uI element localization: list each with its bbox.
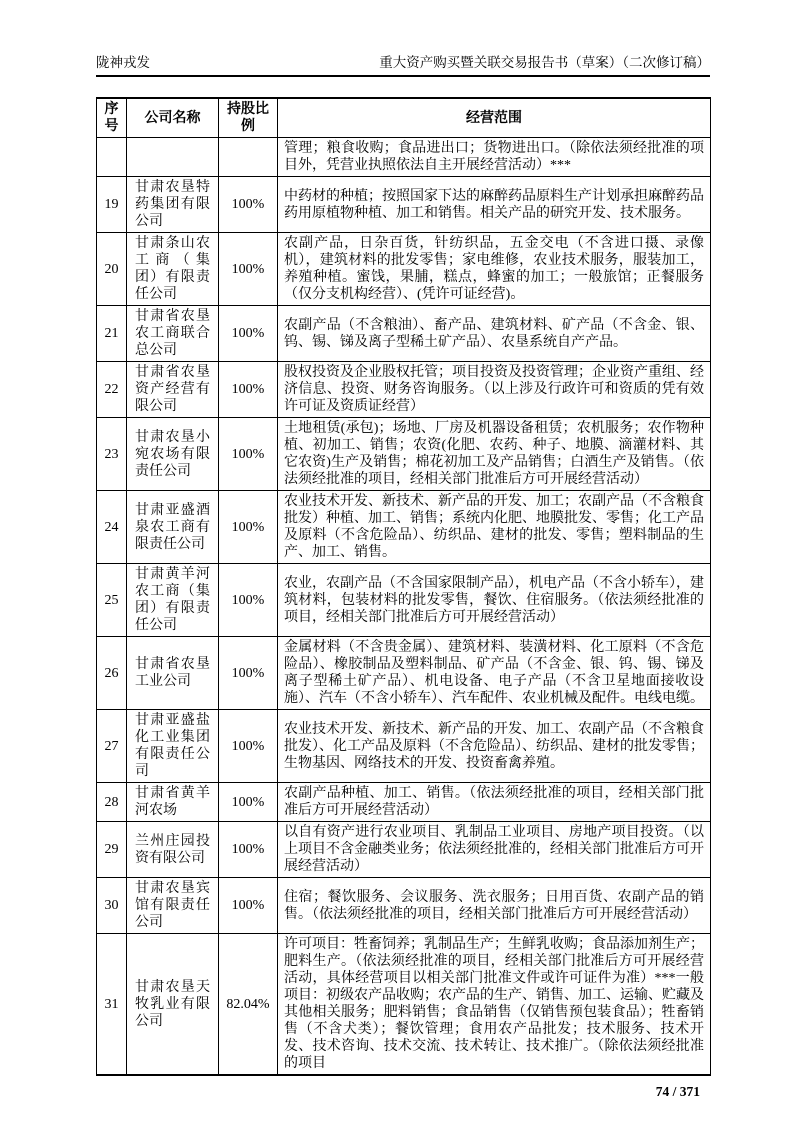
business-scope: 中药材的种植；按照国家下达的麻醉药品原料生产计划承担麻醉药品药用原植物种植、加工和销售。相关产品的研究开发、技术服务。: [278, 177, 711, 233]
shareholding-ratio: 100%: [219, 177, 278, 233]
row-no: 29: [97, 822, 127, 878]
row-no: 22: [97, 362, 127, 418]
business-scope: 农副产品（不含粮油）、畜产品、建筑材料、矿产品（不含金、银、钨、锡、锑及离子型稀土矿产品）、农垦系统自产产品。: [278, 306, 711, 362]
row-no: 27: [97, 710, 127, 783]
company-name: 甘肃亚盛盐化工业集团有限责任公司: [127, 710, 219, 783]
header-report-title: 重大资产购买暨关联交易报告书（草案）（二次修订稿）: [379, 55, 710, 70]
table-row: [97, 822, 711, 878]
company-name: 甘肃黄羊河农工商（集团）有限责任公司: [127, 564, 219, 637]
company-name: 兰州庄园投资有限公司: [127, 822, 219, 878]
row-no: 24: [97, 491, 127, 564]
table-row: [97, 233, 711, 306]
company-name: 甘肃农垦宾馆有限责任公司: [127, 878, 219, 934]
subsidiaries-table: [96, 97, 711, 1076]
business-scope: 土地租赁(承包)；场地、厂房及机器设备租赁；农机服务；农作物种植、初加工、销售；农资(化肥、农药、种子、地膜、滴灌材料、其它农资)生产及销售；棉花初加工及产品销售；白酒生产及销售。（依法须经批准的项目，经相关部门批准后方可开展经营活动）: [278, 418, 711, 491]
company-name: 甘肃省农垦工业公司: [127, 637, 219, 710]
table-row: [97, 878, 711, 934]
shareholding-ratio: 100%: [219, 306, 278, 362]
company-name: 甘肃亚盛酒泉农工商有限责任公司: [127, 491, 219, 564]
row-no: 28: [97, 783, 127, 822]
business-scope: 农业技术开发、新技术、新产品的开发、加工、农副产品（不含粮食批发）、化工产品及原料（不含危险品）、纺织品、建材的批发零售；生物基因、网络技术的开发、投资畜禽养殖。: [278, 710, 711, 783]
table-row: [97, 934, 711, 1076]
company-name: 甘肃省农垦农工商联合总公司: [127, 306, 219, 362]
table-row: [97, 783, 711, 822]
col-header-company: 公司名称: [127, 98, 219, 138]
row-no: [97, 138, 127, 177]
row-no: 25: [97, 564, 127, 637]
col-header-scope: 经营范围: [278, 98, 711, 138]
business-scope: 以自有资产进行农业项目、乳制品工业项目、房地产项目投资。（以上项目不含金融类业务；依法须经批准的，经相关部门批准后方可开展经营活动）: [278, 822, 711, 878]
company-name: 甘肃省农垦资产经营有限公司: [127, 362, 219, 418]
business-scope: 农副产品，日杂百货，针纺织品，五金交电（不含进口摄、录像机），建筑材料的批发零售；家电维修，农业技术服务，服装加工，养殖种植。蜜饯，果脯，糕点，蜂蜜的加工；一般旅馆；正餐服务（仅分支机构经营）、(凭许可证经营)。: [278, 233, 711, 306]
col-header-ratio: 持股比例: [219, 98, 278, 138]
col-header-no: 序号: [97, 98, 127, 138]
table-row: [97, 177, 711, 233]
shareholding-ratio: 82.04%: [219, 934, 278, 1076]
company-name: 甘肃省黄羊河农场: [127, 783, 219, 822]
company-name: 甘肃农垦特药集团有限公司: [127, 177, 219, 233]
table-row-continuation: [97, 138, 711, 177]
table-row: [97, 362, 711, 418]
table-row: [97, 710, 711, 783]
business-scope: 住宿；餐饮服务、会议服务、洗衣服务；日用百货、农副产品的销售。（依法须经批准的项目，经相关部门批准后方可开展经营活动）: [278, 878, 711, 934]
business-scope: 金属材料（不含贵金属）、建筑材料、装潢材料、化工原料（不含危险品）、橡胶制品及塑料制品、矿产品（不含金、银、钨、锡、锑及离子型稀土矿产品）、机电设备、电子产品（不含卫星地面接收设施）、汽车（不含小轿车）、汽车配件、农业机械及配件。电线电缆。: [278, 637, 711, 710]
business-scope: 管理；粮食收购；食品进出口；货物进出口。（除依法须经批准的项目外，凭营业执照依法自主开展经营活动）***: [278, 138, 711, 177]
company-name: 甘肃农垦小宛农场有限责任公司: [127, 418, 219, 491]
business-scope: 农业，农副产品（不含国家限制产品），机电产品（不含小轿车），建筑材料，包装材料的批发零售，餐饮、住宿服务。（依法须经批准的项目，经相关部门批准后方可开展经营活动）: [278, 564, 711, 637]
row-no: 21: [97, 306, 127, 362]
shareholding-ratio: 100%: [219, 783, 278, 822]
row-no: 23: [97, 418, 127, 491]
shareholding-ratio: 100%: [219, 564, 278, 637]
company-name: 甘肃条山农工商（集团）有限责任公司: [127, 233, 219, 306]
shareholding-ratio: 100%: [219, 710, 278, 783]
table-row: [97, 637, 711, 710]
page-header: [96, 54, 710, 77]
company-name: 甘肃农垦天牧乳业有限公司: [127, 934, 219, 1076]
business-scope: 农副产品种植、加工、销售。（依法须经批准的项目，经相关部门批准后方可开展经营活动）: [278, 783, 711, 822]
table-row: [97, 564, 711, 637]
header-company-short-name: 陇神戎发: [96, 55, 150, 70]
table-row: [97, 418, 711, 491]
shareholding-ratio: [219, 138, 278, 177]
page-number: 74 / 371: [655, 1084, 700, 1099]
shareholding-ratio: 100%: [219, 637, 278, 710]
row-no: 19: [97, 177, 127, 233]
shareholding-ratio: 100%: [219, 822, 278, 878]
shareholding-ratio: 100%: [219, 418, 278, 491]
table-row: [97, 491, 711, 564]
shareholding-ratio: 100%: [219, 878, 278, 934]
business-scope: 股权投资及企业股权托管；项目投资及投资管理；企业资产重组、经济信息、投资、财务咨询服务。（以上涉及行政许可和资质的凭有效许可证及资质证经营）: [278, 362, 711, 418]
company-name: [127, 138, 219, 177]
table-header-row: [97, 98, 711, 138]
shareholding-ratio: 100%: [219, 491, 278, 564]
business-scope: 农业技术开发、新技术、新产品的开发、加工；农副产品（不含粮食批发）种植、加工、销售；系统内化肥、地膜批发、零售；化工产品及原料（不含危险品）、纺织品、建材的批发、零售；塑料制品的生产、加工、销售。: [278, 491, 711, 564]
table-row: [97, 306, 711, 362]
row-no: 30: [97, 878, 127, 934]
shareholding-ratio: 100%: [219, 233, 278, 306]
row-no: 26: [97, 637, 127, 710]
shareholding-ratio: 100%: [219, 362, 278, 418]
business-scope: 许可项目：牲畜饲养；乳制品生产；生鲜乳收购；食品添加剂生产；肥料生产。（依法须经批准的项目，经相关部门批准后方可开展经营活动，具体经营项目以相关部门批准文件或许可证件为准）***一般项目：初级农产品收购；农产品的生产、销售、加工、运输、贮藏及其他相关服务；肥料销售；食品销售（仅销售预包装食品）；牲畜销售（不含犬类）；餐饮管理；食用农产品批发；技术服务、技术开发、技术咨询、技术交流、技术转让、技术推广。（除依法须经批准的项目: [278, 934, 711, 1076]
row-no: 20: [97, 233, 127, 306]
row-no: 31: [97, 934, 127, 1076]
